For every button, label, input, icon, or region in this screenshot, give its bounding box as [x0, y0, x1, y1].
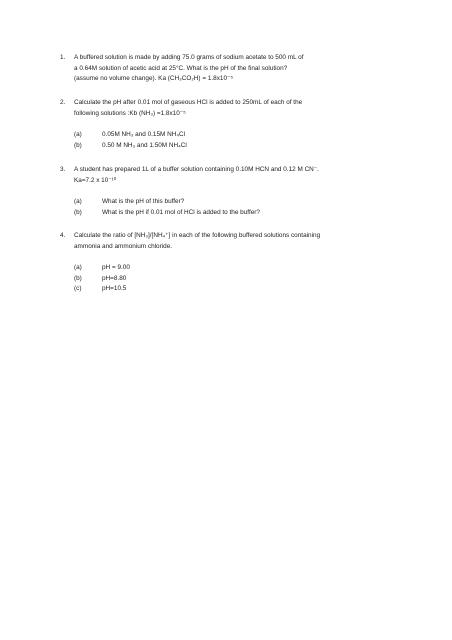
question-text-line: following solutions :Kb (NH₃) =1.8x10⁻⁵	[74, 109, 186, 117]
question-number: 3.	[60, 166, 66, 173]
question-text-line: ammonia and ammonium chloride.	[74, 242, 173, 250]
sub-question-text: What is the pH of this buffer?	[102, 198, 185, 205]
question-2	[60, 98, 390, 119]
question-2-parts	[74, 130, 187, 151]
question-number: 2.	[60, 99, 66, 106]
sub-question	[74, 208, 260, 219]
question-number: 1.	[60, 54, 66, 61]
question-4-parts	[74, 263, 130, 295]
sub-question-label: (b)	[74, 141, 82, 149]
question-text-line: Ka=7.2 x 10⁻¹⁰	[74, 176, 117, 184]
sub-question-label: (b)	[74, 208, 82, 216]
sub-question-label: (a)	[74, 264, 82, 271]
question-4	[60, 231, 390, 252]
sub-question-label: (b)	[74, 274, 82, 282]
sub-question-label: (a)	[74, 198, 82, 205]
sub-question	[74, 197, 260, 208]
question-text-line: A buffered solution is made by adding 75.0 grams of sodium acetate to 500 mL of	[74, 54, 304, 61]
question-number: 4.	[60, 232, 66, 239]
sub-question	[74, 284, 130, 295]
sub-question	[74, 274, 130, 285]
sub-question-text: pH=10.5	[102, 285, 127, 292]
sub-question-text: pH=8.80	[102, 274, 127, 282]
sub-question-text: 0.05M NH₃ and 0.15M NH₄Cl	[102, 131, 185, 138]
sub-question	[74, 141, 187, 152]
question-1	[60, 53, 390, 85]
question-text-line: Calculate the ratio of [NH₃]/[NH₄⁺] in each of the following buffered solutions containing	[74, 232, 321, 239]
sub-question-text: 0.50 M NH₃ and 1.50M NH₄Cl	[102, 141, 187, 149]
sub-question-label: (c)	[74, 285, 82, 292]
question-text-line: Calculate the pH after 0.01 mol of gaseous HCl is added to 250mL of each of the	[74, 99, 303, 106]
sub-question	[74, 263, 130, 274]
question-text-line: a 0.64M solution of acetic acid at 25°C. What is the pH of the final solution?	[74, 64, 288, 72]
question-text-line: A student has prepared 1L of a buffer solution containing 0.10M HCN and 0.12 M CN⁻.	[74, 166, 319, 173]
sub-question-text: What is the pH if 0.01 mol of HCl is added to the buffer?	[102, 208, 260, 216]
sub-question	[74, 130, 187, 141]
sub-question-label: (a)	[74, 131, 82, 138]
question-3	[60, 165, 390, 186]
question-text-line: (assume no volume change). Ka (CH₃CO₂H) = 1.8x10⁻⁵	[74, 75, 234, 82]
question-3-parts	[74, 197, 260, 218]
sub-question-text: pH = 9.00	[102, 264, 130, 271]
